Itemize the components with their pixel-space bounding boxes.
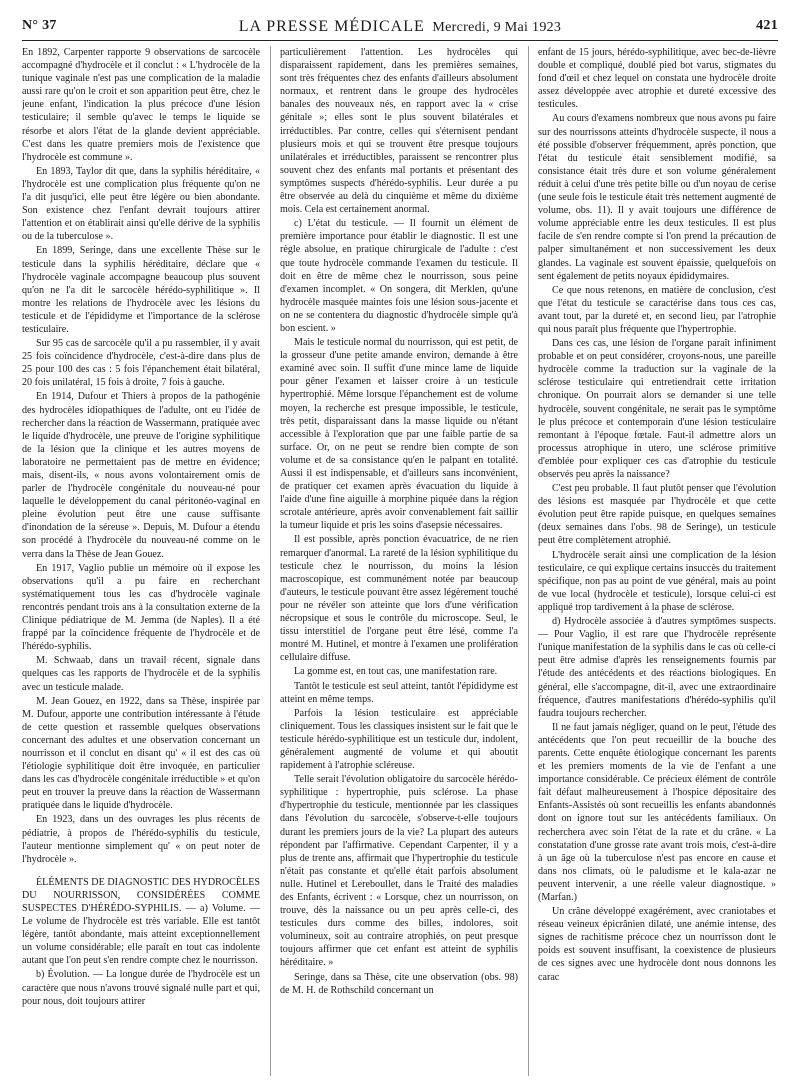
journal-title: LA PRESSE MÉDICALE <box>238 18 425 35</box>
paragraph: En 1923, dans un des ouvrages les plus récents de pédiatrie, à propos de l'hérédo-syphilis du testicule, l'auteur mentionne simplement qu' « on peut noter de l'hydrocèle ». <box>22 814 260 865</box>
paragraph: En 1892, Carpenter rapporte 9 observations de sarcocèle accompagné d'hydrocèle et il conclut : « L'hydrocèle de la tunique vaginale n'est pas une complication de la maladie aussi rare qu'on le croit et son apparition peut être, chez le jeune enfant, l'indication la plus précoce d'une lésion testiculaire; il semble qu'avec le temps le liquide se résorbe et alors l'état de la glande devient appréciable. C'est dans les quatre premiers mois de l'existence que l'hydrocèle est commune ». <box>22 47 260 163</box>
paragraph: Parfois la lésion testiculaire est appréciable cliniquement. Tous les classiques insistent sur le fait que le testicule hérédo-syphilitique est un testicule dur, indolent, généralement augmenté de volume et qui aboutit rapidement à l'atrophie scléreuse. <box>280 707 518 772</box>
page-header <box>22 18 778 40</box>
paragraph: La gomme est, en tout cas, une manifestation rare. <box>294 666 498 678</box>
paragraph: Sur 95 cas de sarcocèle qu'il a pu rassembler, il y avait 25 fois coïncidence d'hydrocèle, c'est-à-dire dans plus de 25 pour 100 des cas : 5 fois l'épanchement était bilatéral, 20 fois unilatéral, 15 fois à droite, 7 fois à gauche. <box>22 338 260 389</box>
paragraph: En 1899, Seringe, dans une excellente Thèse sur le testicule dans la syphilis héréditaire, déclare que « l'hydrocèle vaginale accompagne beaucoup plus souvent qu'on ne l'a dit le sarcocèle hérédo-syphilitique ». Il montre les relations de l'hydrocèle avec les lésions du testicule et de l'épididyme et l'importance de la sclérose testiculaire. <box>22 245 260 335</box>
paragraph: Seringe, dans sa Thèse, cite une observation (obs. 98) de M. H. de Rothschild concernant un <box>280 971 518 996</box>
page-number: 421 <box>756 18 778 33</box>
paragraph: Dans ces cas, une lésion de l'organe paraît infiniment probable et on peut considérer, croyons-nous, une pareille hydrocèle comme la traduction sur la vaginale de la sclérose testiculaire qui entretiendrait cette irritation chronique. On pourrait alors se demander si une telle hydrocèle, souvent congénitale, ne serait pas le symptôme le plus précoce et contemporain d'une lésion testiculaire remontant à l'époque fœtale. Faut-il admettre alors un processus atrophique in utero, une sclérose primitive d'emblée pour expliquer ces cas d'atrophie du testicule observés peu après la naissance? <box>538 338 776 480</box>
paragraph: En 1893, Taylor dit que, dans la syphilis héréditaire, « l'hydrocèle est une complication plus fréquente qu'on ne l'a dit jusqu'ici, elle peut être légère ou bien abondante. Son existence chez l'enfant devrait toujours attirer l'attention et on établirait ainsi qu'elle dérive de la syphilis ou de la tuberculose ». <box>22 165 260 243</box>
issue-number: N° 37 <box>22 18 57 33</box>
paragraph: Tantôt le testicule est seul atteint, tantôt l'épididyme est atteint en même temps. <box>280 680 518 705</box>
paragraph: En 1917, Vaglio publie un mémoire où il expose les observations qu'il a pu faire en recherchant systématiquement tous les cas d'hydrocèle vaginale rencontrés pendant trois ans à la consultation externe de la Clinique pédiatrique de M. Jemma (de Naples). Il a été frappé par la coïncidence fréquente de l'hydrocèle et de l'hérédo-syphilis. <box>22 562 260 653</box>
paragraph: Ce que nous retenons, en matière de conclusion, c'est que l'état du testicule se caractérise dans tous ces cas, avant tout, par la dureté et, en second lieu, par l'atrophie qui nous paraît plus fréquente que l'hypertrophie. <box>538 284 776 335</box>
paragraph: Il est possible, après ponction évacuatrice, de ne rien remarquer d'anormal. La rareté de la lésion syphilitique du testicule chez le nourrisson, du moins la lésion macroscopique, est communément notée par beaucoup d'auteurs, le testicule pouvant être assez légèrement touché pour ne révéler son atteinte que lors d'une vérification nécropsique et sous le contrôle du microscope. Seul, le tissu interstitiel de l'organe peut être lésé, comme l'a montré M. Hutinel, et montre à l'examen une prolifération cellulaire diffuse. <box>280 534 518 664</box>
paragraph: enfant de 15 jours, hérédo-syphilitique, avec bec-de-lièvre double et compliqué, doublé pied bot varus, stigmates du fond d'œil et chez lequel on constata une hydrocèle droite assez développée avec atrophie et dureté excessive des testicules. <box>538 47 776 111</box>
column-2 <box>280 46 518 1076</box>
paragraph: particulièrement l'attention. Les hydrocèles qui disparaissent rapidement, dans les premières semaines, sont très fréquentes chez des enfants d'ailleurs absolument normaux, et rentrent dans le groupe des hydrocèles banales des nouveaux nés, en rapport avec la « crise génitale »; elles sont le plus souvent bilatérales et irréductibles. Par contre, celles qui s'éternisent pendant plusieurs mois et qui se trouvent être presque toujours unilatérales et irréductibles, paraissent se rencontrer plus souvent chez des enfants mal portants et présentant des symptômes suspects d'hérédo-syphilis. Leur durée a pu être observée au delà du cinquième et même du dixième mois. Cela est certainement anormal. <box>280 47 518 216</box>
header-rule <box>22 40 778 41</box>
issue-date: Mercredi, 9 Mai 1923 <box>432 20 562 35</box>
paragraph: Telle serait l'évolution obligatoire du sarcocèle hérédo-syphilitique : hypertrophie, puis sclérose. La phase d'hypertrophie du testicule, mentionnée par les classiques dans l'évolution du sarcocèle, s'observe-t-elle toujours durant les premiers jours de la vie? La plupart des auteurs répondent par l'affirmative. Cependant Carpenter, il y a plus de trente ans, affirmait que l'hypertrophie du testicule n'était pas constante et qu'elle était parfois absolument nulle. Hutinel et Lereboullet, dans le Traité des maladies des Enfants, écrivent : « Lorsque, chez un nourrisson, on trouve, dès la naissance ou un peu après celle-ci, des testicules durs comme des billes, indolores, soit volumineux, soit au contraire atrophiés, on peut presque toujours affirmer que cet enfant est atteint de syphilis héréditaire. » <box>280 774 518 969</box>
paragraph: M. Schwaab, dans un travail récent, signale dans quelques cas les rapports de l'hydrocèle et de la syphilis avec un testicule malade. <box>22 655 260 693</box>
paragraph: En 1914, Dufour et Thiers à propos de la pathogénie des hydrocèles idiopathiques de l'adulte, ont eu l'idée de rechercher dans la réaction de Wassermann, pratiquée avec le liquide d'hydrocèle, une preuve de l'origine syphilitique de la lésion que la clinique et les autres moyens de laboratoire ne permettaient pas de mettre en évidence; mais, disent-ils, « nous avons volontairement omis de parler de l'hydrocèle congénitale du nouveau-né pour laquelle le développement du canal péritonéo-vaginal en pleine évolution peut être une cause suffisante d'inondation de la séreuse ». Depuis, M. Dufour a étendu son procédé à l'hydrocèle du nouveau-né comme on le verra dans la Thèse de Jean Gouez. <box>22 391 260 560</box>
paragraph: M. Jean Gouez, en 1922, dans sa Thèse, inspirée par M. Dufour, apporte une contribution intéressante à l'étude de cette question et rassemble quelques observations concernant des adultes et une observation concernant un nourrisson et il conclut en disant qu' « il est des cas où l'étiologie syphilitique doit être invoquée, en particulier dans les cas d'hydrocèle congénitale irréductible » et qu'on peut en trouver la preuve dans la réaction de Wassermann pratiquée dans le liquide d'hydrocèle. <box>22 695 260 812</box>
paragraph: c) L'état du testicule. — Il fournit un élément de première importance pour établir le diagnostic. Il est une règle absolue, en pratique chirurgicale de l'adulte : c'est que toute hydrocèle commande l'examen du testicule. Il doit en être de même chez le nourrisson, sous peine d'examen incomplet. « On songera, dit Merklen, qu'une hydrocèle masquée maintes fois une lésion sous-jacente et on ne se contentera du diagnostic d'hydrocèle simple qu'à bon escient. » <box>280 218 518 334</box>
paragraph: Mais le testicule normal du nourrisson, qui est petit, de la grosseur d'une petite amande environ, demande à être examiné avec soin. Il suffit d'une mince lame de liquide pour gêner l'examen et laisser croire à un testicule hypertrophié. Même lorsque l'épanchement est de volume moyen, la recherche est presque impossible, le testicule, très petit, disparaissant dans la masse liquide ou n'étant accessible à l'exploration que par une faible partie de sa surface. Or, on ne peut se rendre bien compte de son volume et de sa consistance qu'en le palpant en totalité. Aussi il est indispensable, et d'ailleurs sans inconvénient, de pratiquer cet examen après évacuation du liquide à l'aide d'une fine aiguille à morphine piquée dans la région scrotale antérieure, après avoir convenablement fait saillir la tumeur liquide et pris les soins d'asepsie nécessaires. <box>280 337 518 532</box>
paragraph: d) Hydrocèle associée à d'autres symptômes suspects. — Pour Vaglio, il est rare que l'hydrocèle représente l'unique manifestation de la syphilis dans le cas où celle-ci peut être admise d'après les renseignements fournis par l'étude des antécédents et des réactions biologiques. En général, elle s'accompagne, dit-il, avec une extraordinaire fréquence, d'autres manifestations d'hérédo-syphilis qu'il faudra toujours rechercher. <box>538 616 776 719</box>
paragraph: L'hydrocèle serait ainsi une complication de la lésion testiculaire, ce qui explique certains insuccès du traitement spécifique, non pas au point de vue général, mais au point de vue local (hydrocèle et testicule), lorsque celui-ci est appliqué trop tardivement à la phase de sclérose. <box>538 549 776 613</box>
article-body <box>22 46 778 1076</box>
paragraph: b) Évolution. — La longue durée de l'hydrocèle est un caractère que nous n'avons trouvé signalé nulle part et qui, pour nous, doit toujours attirer <box>22 969 260 1007</box>
column-3 <box>538 46 776 1076</box>
header-center <box>22 18 778 36</box>
paragraph: Il ne faut jamais négliger, quand on le peut, l'étude des antécédents que l'on peut recueillir de la bouche des parents. Cette enquête étiologique concernant les parents et les premiers moments de la vie de l'enfant a une importance considérable. Ce précieux élément de contrôle fait défaut malheureusement à l'hospice dépositaire des Enfants-Assistés où sont recueillis les enfants abandonnés dont on ignore tout sur les antécédents familiaux. On recherchera avec soin l'état de la rate et du crâne. « La constatation d'une grosse rate avant trois mois, c'est-à-dire à un âge où la tuberculose n'est pas encore en cause et dans nos climats, où le paludisme et le kala-azar ne peuvent intervenir, a une réelle valeur diagnostique. » (Marfan.) <box>538 721 776 903</box>
paragraph: Un crâne développé exagérément, avec craniotabes et réseau veineux épicrânien dilaté, une anémie intense, des signes de rachitisme précoce chez un nourrisson dont le poids est souvent insuffisant, la coexistence de plusieurs de ces signes avec une hydrocèle dont nous donnons les carac <box>538 906 776 983</box>
column-1 <box>22 46 260 1076</box>
paragraph: Au cours d'examens nombreux que nous avons pu faire sur des nourrissons atteints d'hydrocèle suspecte, il nous a été possible d'observer fréquemment, après ponction, que l'état du testicule était sensiblement modifié, sa consistance était très dure et son volume généralement réduit à celui d'une très petite bille ou d'un noyau de cerise (une seule fois le testicule était très nettement augmenté de volume, obs. 11). Il y avait toujours une différence de volume appréciable entre les deux testicules. Il est plus facile de s'en rendre compte si l'on prend la précaution de palper simultanément et non successivement les deux glandes. La vaginale est souvent épaissie, quelquefois on sent également de petits noyaux épididymaires. <box>538 113 776 282</box>
paragraph: ÉLÉMENTS DE DIAGNOSTIC DES HYDROCÈLES DU NOURRISSON, CONSIDÉRÉES COMME SUSPECTES D'HÉRÉDO-SYPHILIS. — a) Volume. — Le volume de l'hydrocèle est très variable. Elle est tantôt légère, tantôt abondante, mais atteint exceptionnellement un volume considérable; elle paraît en tout cas indolente autant que l'on peut s'en rendre compte chez le nourrisson. <box>22 876 260 967</box>
paragraph: C'est peu probable. Il faut plutôt penser que l'évolution des lésions est masquée par l'hydrocèle et que cette évolution peut être rapide puisque, en quelques semaines (deux semaines dans l'obs. 98 de Seringe), un testicule peut être complètement atrophié. <box>538 483 776 547</box>
